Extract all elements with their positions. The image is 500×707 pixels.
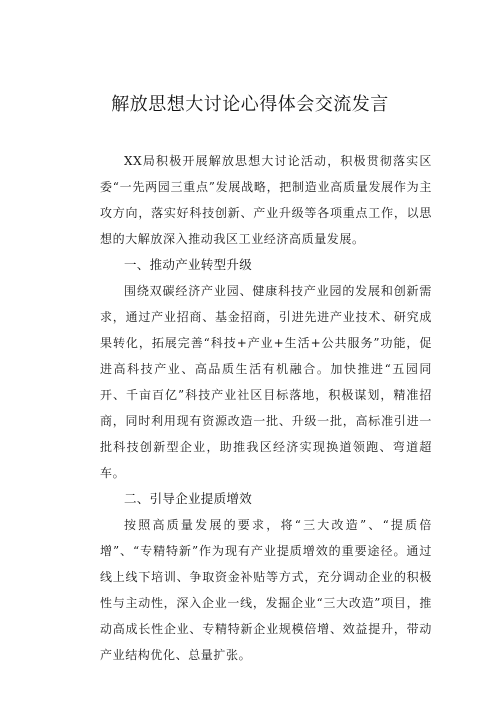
- document-title: 解放思想大讨论心得体会交流发言: [111, 94, 389, 115]
- section-heading: 二、引导企业提质增效: [124, 491, 253, 506]
- section-paragraph: 按照高质量发展的要求，将“三大改造”、“提质倍增”、“专精特新”作为现有产业提质增效的重要途径。通过线上线下培训、争取资金补贴等方式，充分调动企业的积极性与主动性，深入企业一线，发掘企业“三大改造”项目，推动高成长性企业、专精特新企业规模倍增、效益提升，带动产业结构优化、总量扩张。: [100, 518, 432, 662]
- section-paragraph: 围绕双碳经济产业园、健康科技产业园的发展和创新需求，通过产业招商、基金招商，引进先进产业技术、研究成果转化，拓展完善“科技+产业+生活+公共服务”功能，促进高科技产业、高品质生活有机融合。加快推进“五园同开、千亩百亿”科技产业社区目标落地，积极谋划，精准招商，同时利用现有资源改造一批、升级一批，高标准引进一批科技创新型企业，助推我区经济实现换道领跑、弯道超车。: [100, 284, 432, 480]
- section-heading: 一、推动产业转型升级: [124, 257, 253, 272]
- section-1: [100, 253, 432, 486]
- intro-paragraph: XX局积极开展解放思想大讨论活动，积极贯彻落实区委“一先两园三重点”发展战略，把制造业高质量发展作为主攻方向，落实好科技创新、产业升级等各项重点工作，以思想的大解放深入推动我区工业经济高质量发展。: [100, 154, 432, 246]
- document-body: [100, 148, 432, 668]
- section-2: [100, 487, 432, 668]
